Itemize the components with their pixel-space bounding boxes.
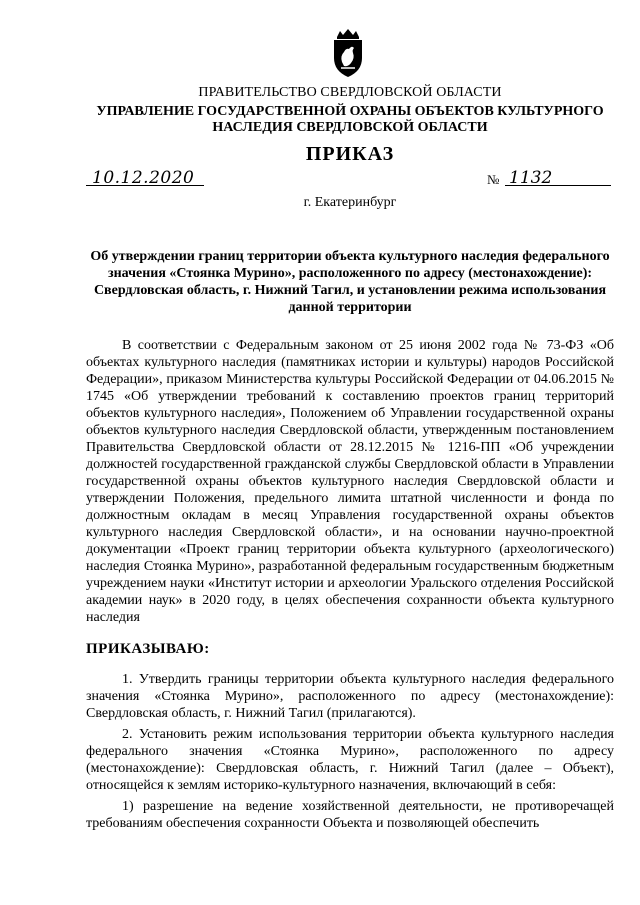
order-item-2-subitem-1: 1) разрешение на ведение хозяйственной деятельности, не противоречащей требованиям обеспечения сохранности Объекта и позволяющей обеспечить: [86, 799, 614, 831]
order-directive-heading: ПРИКАЗЫВАЮ:: [86, 641, 210, 657]
order-date-field: [86, 168, 204, 188]
preamble-paragraph: В соответствии с Федеральным законом от 25 июня 2002 года № 73-ФЗ «Об объектах культурного наследия (памятниках истории и культуры) народов Российской Федерации», приказом Министерства культуры Российской Федерации от 04.06.2015 № 1745 «Об утверждении требований к составлению проектов границ территорий объектов культурного наследия», Положением об Управлении государственной охраны объектов культурного наследия Свердловской области, утвержденным постановлением Правительства Свердловской области от 28.12.2015 № 1216-ПП «Об учреждении должностей государственной гражданской службы Свердловской области в Управлении государственной охраны объектов культурного наследия Свердловской области и утверждении Положения, предельного лимита штатной численности и фонда по должностным окладам в месяц Управления государственной охраны объектов культурного наследия Свердловской области», и на основании научно-проектной документации «Проект границ территории объекта культурного (археологического) наследия Стоянка Мурино», разработанной федеральным государственным бюджетным учреждением науки «Институт истории и археологии Уральского отделения Российской академии наук» в 2020 году, в целях обеспечения сохранности объекта культурного наследия: [86, 338, 614, 625]
date-underline: [86, 185, 204, 186]
number-sign: №: [487, 172, 500, 187]
order-subject: Об утверждении границ территории объекта культурного наследия федерального значения «Стоянка Мурино», расположенного по адресу (местонахождение): Свердловская область, г. Нижний Тагил, и установлении режима использования данной территории: [90, 249, 610, 315]
order-number-handwritten: 1132: [509, 168, 553, 188]
number-underline: [505, 185, 611, 186]
order-number-field: [487, 168, 611, 188]
order-item-2: 2. Установить режим использования территории объекта культурного наследия федерального значения «Стоянка Мурино», расположенного по адресу (местонахождение): Свердловская область, г. Нижний Тагил (далее – Объект), относящейся к землям историко-культурного назначения, включающий в себя:: [86, 727, 614, 793]
document-type-title: ПРИКАЗ: [305, 143, 395, 165]
coat-of-arms-icon: [331, 28, 365, 78]
order-item-1: 1. Утвердить границы территории объекта культурного наследия федерального значения «Стоянка Мурино», расположенного по адресу (местонахождение): Свердловская область, г. Нижний Тагил (прилагаются).: [86, 672, 614, 721]
government-name: ПРАВИТЕЛЬСТВО СВЕРДЛОВСКОЙ ОБЛАСТИ: [198, 85, 502, 100]
order-date-handwritten: 10.12.2020: [92, 168, 195, 188]
city-name: г. Екатеринбург: [303, 195, 397, 210]
department-name: УПРАВЛЕНИЕ ГОСУДАРСТВЕННОЙ ОХРАНЫ ОБЪЕКТОВ КУЛЬТУРНОГО НАСЛЕДИЯ СВЕРДЛОВСКОЙ ОБЛАСТИ: [96, 104, 604, 135]
